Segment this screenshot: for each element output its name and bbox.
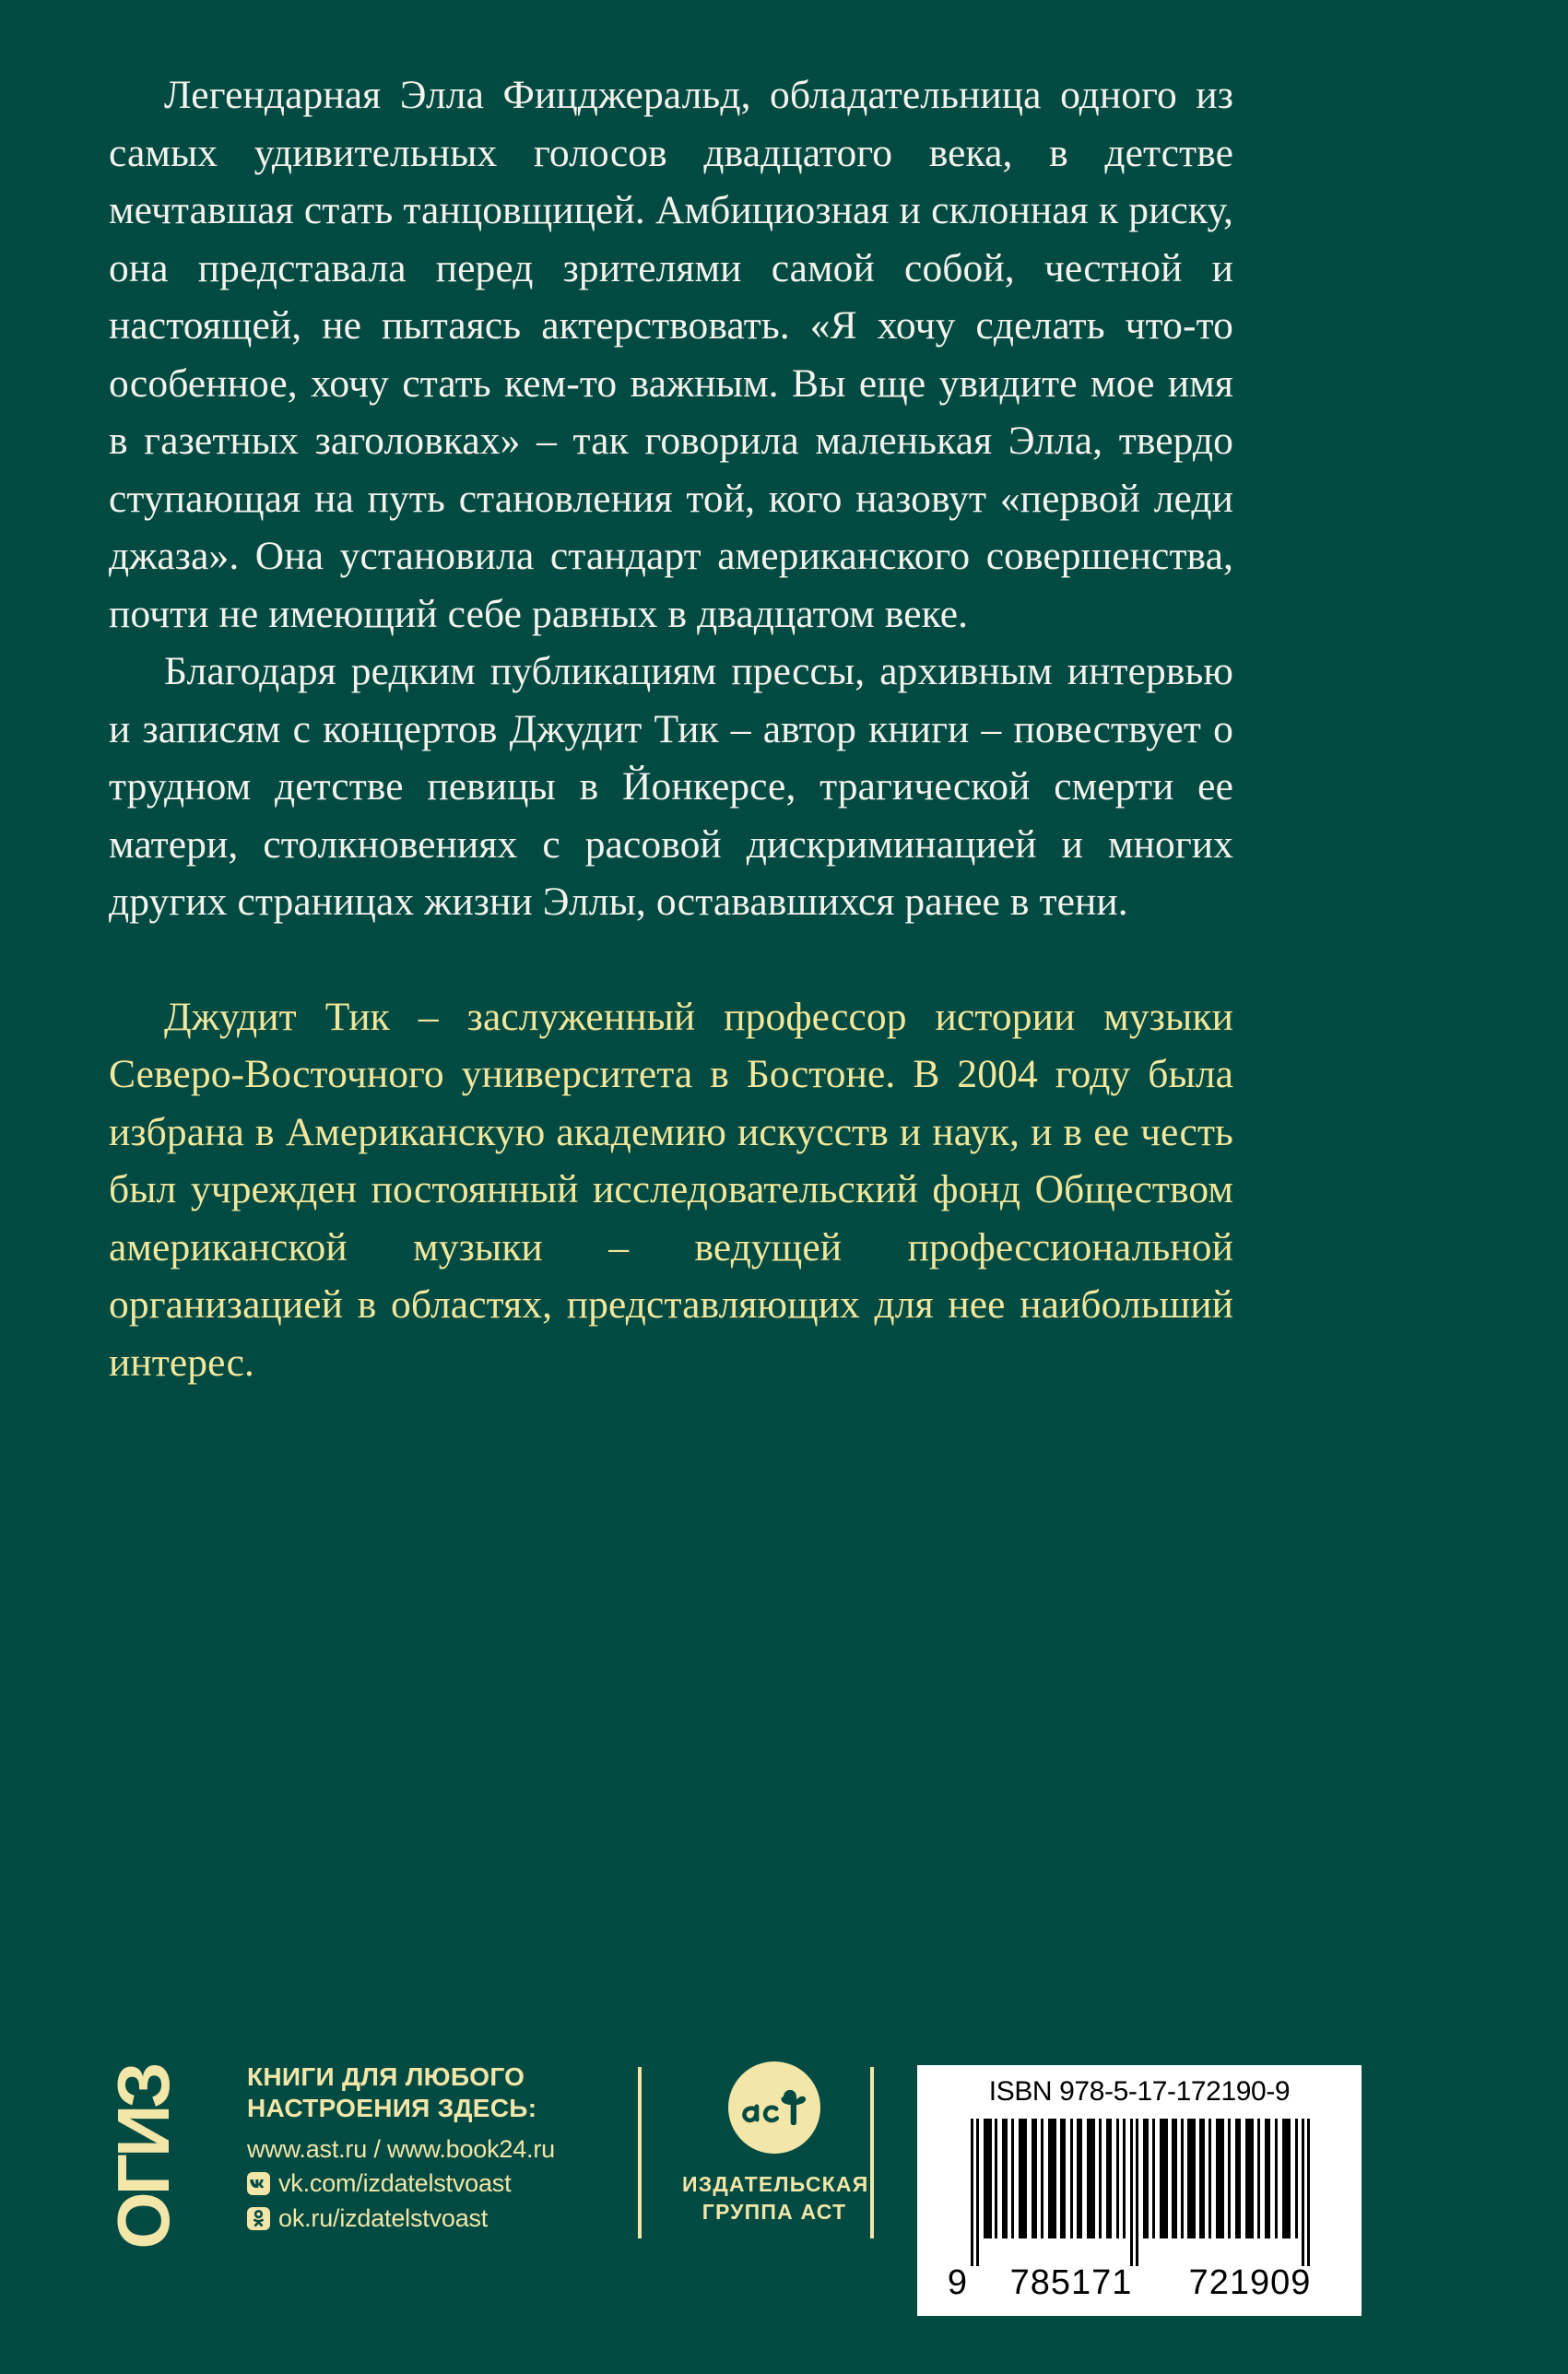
author-bio-paragraph: Джудит Тик – заслуженный профессор истории музыки Северо-Восточного университета в Бостоне. В 2004 году была избрана в Американскую академию искусств и наук, и в ее честь был учрежден постоянный исследовательский фонд Обществом американской музыки – ведущей профессиональной организацией в областях, представляющих для нее наибольший интерес. xyxy=(109,994,1233,1385)
ast-publisher-logo xyxy=(682,2061,867,2226)
ogiz-logo-text: ОГИЗ xyxy=(102,2065,184,2250)
barcode-lead-digit: 9 xyxy=(947,2263,969,2302)
ast-logo-mark xyxy=(728,2061,820,2154)
ok-link-text[interactable]: ok.ru/izdatelstvoast xyxy=(278,2204,489,2232)
promo-headline-line-1: КНИГИ ДЛЯ ЛЮБОГО xyxy=(247,2062,525,2091)
barcode-digits xyxy=(917,2263,1362,2303)
footer-divider-left xyxy=(638,2067,642,2238)
ogiz-logo xyxy=(100,2065,188,2250)
vk-icon xyxy=(247,2172,270,2195)
barcode-left-group: 785171 xyxy=(1009,2263,1133,2302)
publisher-website-link[interactable]: www.ast.ru / www.book24.ru xyxy=(247,2135,555,2163)
ok-link-row[interactable] xyxy=(247,2201,616,2236)
vk-link-text[interactable]: vk.com/izdatelstvoast xyxy=(278,2169,512,2197)
back-cover-blurb xyxy=(109,66,1233,1391)
footer-divider-right xyxy=(870,2067,874,2238)
isbn-barcode xyxy=(917,2065,1362,2316)
ok-icon xyxy=(247,2207,270,2230)
barcode-right-group: 721909 xyxy=(1188,2263,1312,2302)
promo-headline-line-2: НАСТРОЕНИЯ ЗДЕСЬ: xyxy=(247,2094,537,2122)
blurb-paragraph-1: Легендарная Элла Фицджеральд, обладательница одного из самых удивительных голосов двадцатого века, в детстве мечтавшая стать танцовщицей. Амбициозная и склонная к риску, она представала перед зрителями самой собой, честной и настоящей, не пытаясь актерствовать. «Я хочу сделать что-то особенное, хочу стать кем-то важным. Вы еще увидите мое имя в газетных заголовках» – так говорила маленькая Элла, твердо ступающая на путь становления той, кого назовут «первой леди джаза». Она установила стандарт американского совершенства, почти не имеющий себе равных в двадцатом веке. xyxy=(109,73,1233,636)
vk-link-row[interactable] xyxy=(247,2166,616,2201)
barcode-bars xyxy=(917,2119,1362,2266)
ast-caption-line-1: ИЗДАТЕЛЬСКАЯ xyxy=(682,2172,869,2196)
publisher-footer xyxy=(0,2054,1568,2331)
isbn-number: ISBN 978-5-17-172190-9 xyxy=(988,2076,1291,2107)
publisher-promo-block xyxy=(247,2061,616,2236)
blurb-paragraph-2: Благодаря редким публикациям прессы, архивным интервью и записям с концертов Джудит Тик – автор книги – повествует о трудном детстве певицы в Йонкерсе, трагической смерти ее матери, столкновениях с расовой дискриминацией и многих других страницах жизни Эллы, остававшихся ранее в тени. xyxy=(109,649,1233,924)
ast-caption-line-2: ГРУППА АСТ xyxy=(701,2200,847,2224)
